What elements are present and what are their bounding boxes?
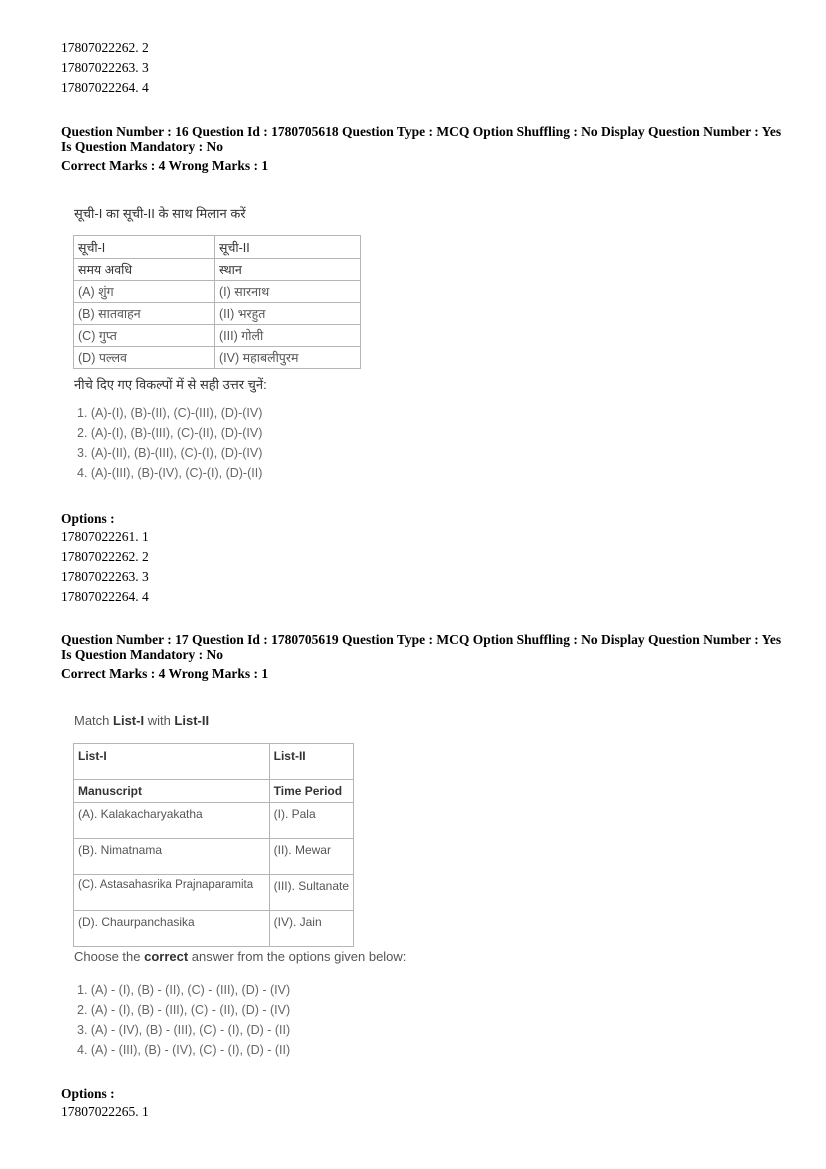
table-row (74, 281, 361, 303)
table-cell: (I) सारनाथ (215, 281, 361, 303)
question-mandatory: Is Question Mandatory : No (61, 139, 224, 154)
choice-text: 3. (A) - (IV), (B) - (III), (C) - (I), (D) - (II) (77, 1023, 291, 1037)
table-cell: (B). Nimatnama (74, 839, 270, 875)
choice-text: 2. (A)-(I), (B)-(III), (C)-(II), (D)-(IV) (77, 426, 263, 440)
table-cell: (I). Pala (269, 803, 353, 839)
table-cell: (C) गुप्त (74, 325, 215, 347)
table-cell: (C). Astasahasrika Prajnaparamita (74, 875, 270, 911)
question-header: Question Number : 17 Question Id : 1780705619 Question Type : MCQ Option Shuffling : No Display Question Number : Yes (61, 632, 782, 647)
table-cell: (IV). Jain (269, 911, 353, 947)
table-cell: (D) पल्लव (74, 347, 215, 369)
question-prompt: सूची-I का सूची-II के साथ मिलान करें (74, 206, 246, 221)
table-cell: (A) शुंग (74, 281, 215, 303)
table-header-row (74, 236, 361, 259)
table-cell: (III) गोली (215, 325, 361, 347)
choice-text: 3. (A)-(II), (B)-(III), (C)-(I), (D)-(IV) (77, 446, 263, 460)
table-cell: Manuscript (74, 780, 270, 803)
question-marks: Correct Marks : 4 Wrong Marks : 1 (61, 666, 269, 681)
option-line: 17807022263. 3 (61, 569, 149, 584)
options-label: Options : (61, 1086, 115, 1101)
table-cell: (IV) महाबलीपुरम (215, 347, 361, 369)
options-label: Options : (61, 511, 115, 526)
option-line: 17807022264. 4 (61, 80, 149, 95)
table-cell: (II) भरहुत (215, 303, 361, 325)
table-row (74, 803, 354, 839)
table-header-row (74, 744, 354, 780)
option-line: 17807022265. 1 (61, 1104, 149, 1119)
table-header-row (74, 780, 354, 803)
question-mandatory: Is Question Mandatory : No (61, 647, 224, 662)
table-cell: सूची-I (74, 236, 215, 259)
prompt-list1: List-I (113, 713, 145, 728)
table-cell: (II). Mewar (269, 839, 353, 875)
table-row (74, 303, 361, 325)
choice-text: 1. (A) - (I), (B) - (II), (C) - (III), (D) - (IV) (77, 983, 291, 997)
table-row (74, 347, 361, 369)
question-prompt (74, 713, 209, 728)
table-row (74, 875, 354, 911)
prompt-text: Match (74, 713, 114, 728)
option-line: 17807022262. 2 (61, 40, 149, 55)
match-table (73, 743, 354, 947)
choice-text: 1. (A)-(I), (B)-(II), (C)-(III), (D)-(IV) (77, 406, 263, 420)
option-line: 17807022261. 1 (61, 529, 149, 544)
option-line: 17807022263. 3 (61, 60, 149, 75)
instruction-text: नीचे दिए गए विकल्पों में से सही उत्तर चुनें: (74, 377, 267, 392)
choice-text: 4. (A) - (III), (B) - (IV), (C) - (I), (D) - (II) (77, 1043, 291, 1057)
table-row (74, 911, 354, 947)
table-cell: स्थान (215, 259, 361, 281)
table-cell: समय अवधि (74, 259, 215, 281)
option-line: 17807022262. 2 (61, 549, 149, 564)
match-table (73, 235, 361, 369)
instruction-text (74, 949, 406, 964)
choice-text: 2. (A) - (I), (B) - (III), (C) - (II), (D) - (IV) (77, 1003, 291, 1017)
table-row (74, 325, 361, 347)
table-cell: (III). Sultanate (269, 875, 353, 911)
table-cell: Time Period (269, 780, 353, 803)
choice-text: 4. (A)-(III), (B)-(IV), (C)-(I), (D)-(II) (77, 466, 263, 480)
table-cell: (A). Kalakacharyakatha (74, 803, 270, 839)
prompt-text: with (144, 713, 175, 728)
table-cell: List-II (269, 744, 353, 780)
prompt-list2: List-II (174, 713, 210, 728)
table-cell: सूची-II (215, 236, 361, 259)
table-cell: List-I (74, 744, 270, 780)
instruction-bold: correct (144, 949, 189, 964)
instruction-part: Choose the (74, 949, 145, 964)
table-cell: (D). Chaurpanchasika (74, 911, 270, 947)
table-header-row (74, 259, 361, 281)
table-row (74, 839, 354, 875)
question-header: Question Number : 16 Question Id : 1780705618 Question Type : MCQ Option Shuffling : No Display Question Number : Yes (61, 124, 782, 139)
option-line: 17807022264. 4 (61, 589, 149, 604)
instruction-part: answer from the options given below: (188, 949, 407, 964)
table-cell: (B) सातवाहन (74, 303, 215, 325)
question-marks: Correct Marks : 4 Wrong Marks : 1 (61, 158, 269, 173)
